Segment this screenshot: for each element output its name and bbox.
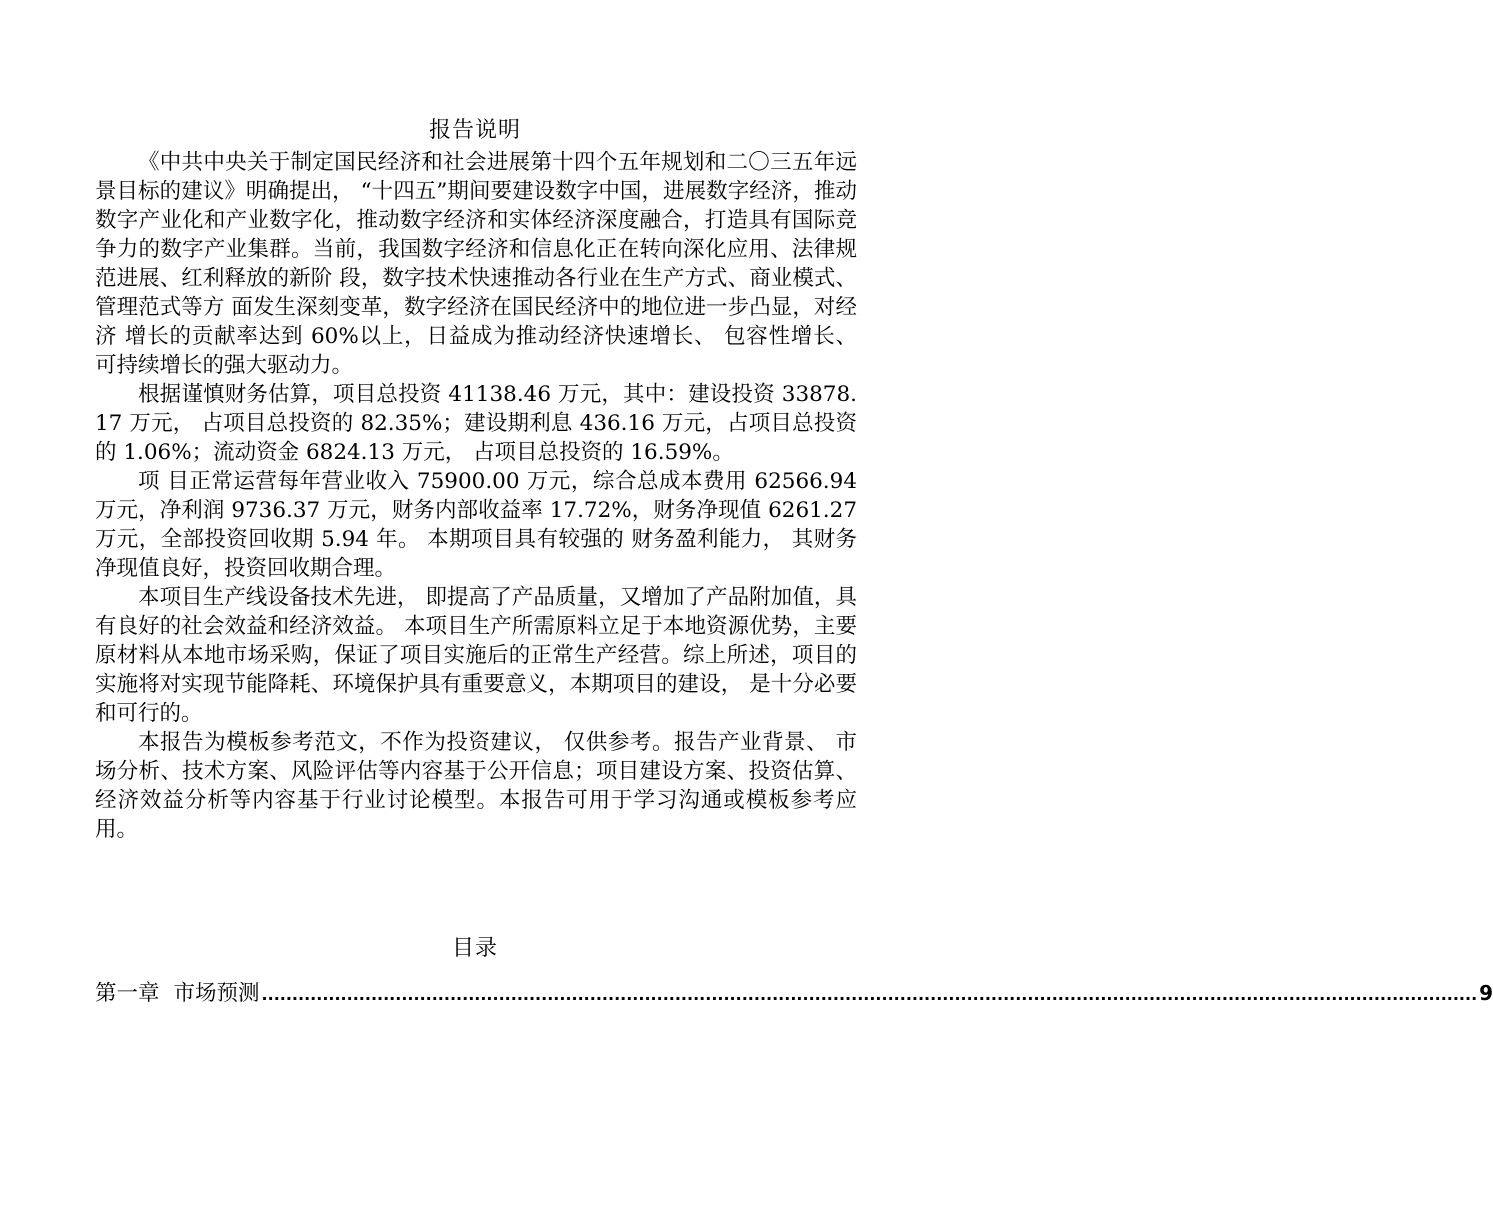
report-body [95,148,857,844]
toc-leader-dots: ........................................................................................................................................................................................................ [261,985,1478,1004]
paragraph-investment: 根据谨慎财务估算，项目总投资 41138.46 万元，其中：建设投资 33878.17 万元， 占项目总投资的 82.35%；建设期利息 436.16 万元，占项目总投资的 1.06%；流动资金 6824.13 万元， 占项目总投资的 16.59%。 [95,382,857,465]
toc-title: 目录 [451,936,498,961]
paragraph-background: 《中共中央关于制定国民经济和社会进展第十四个五年规划和二〇三五年远景目标的建议》明确提出， “十四五”期间要建设数字中国，进展数字经济，推动数字产业化和产业数字化，推动数字经济和实体经济深度融合，打造具有国际竞争力的数字产业集群。当前，我国数字经济和信息化正在转向深化应用、法律规范进展、红利释放的新阶 段，数字技术快速推动各行业在生产方式、商业模式、管理范式等方 面发生深刻变革，数字经济在国民经济中的地位进一步凸显，对经济 增长的贡献率达到 60%以上，日益成为推动经济快速增长、 包容性增长、 可持续增长的强大驱动力。 [95,150,857,378]
paragraph-revenue: 项 目正常运营每年营业收入 75900.00 万元，综合总成本费用 62566.94 万元，净利润 9736.37 万元，财务内部收益率 17.72%，财务净现值 6261.27 万元，全部投资回收期 5.94 年。 本期项目具有较强的 财务盈利能力， 其财务净现值良好，投资回收期合理。 [95,469,857,581]
paragraph-disclaimer: 本报告为模板参考范文，不作为投资建议， 仅供参考。报告产业背景、 市场分析、技术方案、风险评估等内容基于公开信息；项目建设方案、投资估算、经济效益分析等内容基于行业讨论模型。本报告可用于学习沟通或模板参考应用。 [95,730,857,842]
toc-entry[interactable] [95,978,1493,1010]
toc-section-label: 市场预测 [173,981,260,1006]
paragraph-technology: 本项目生产线设备技术先进， 即提高了产品质量，又增加了产品附加值，具有良好的社会效益和经济效益。 本项目生产所需原料立足于本地资源优势，主要原材料从本地市场采购，保证了项目实施后的正常生产经营。综上所述，项目的实施将对实现节能降耗、环境保护具有重要意义，本期项目的建设， 是十分必要和可行的。 [95,585,857,726]
toc-page-number: 9 [1479,981,1493,1005]
report-title: 报告说明 [428,118,521,143]
toc-chapter-label: 第一章 [95,981,160,1006]
